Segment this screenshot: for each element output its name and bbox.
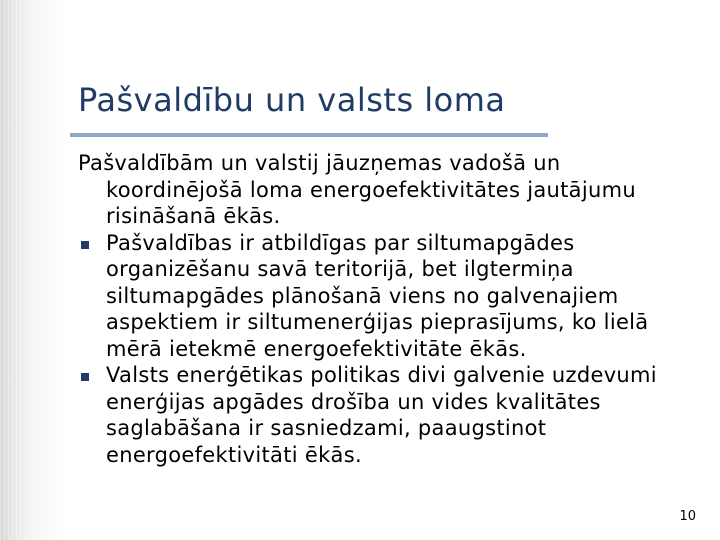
square-bullet-icon <box>81 241 89 249</box>
bullet-item <box>78 230 688 363</box>
slide-body <box>78 150 688 468</box>
bullet-item <box>78 362 688 468</box>
bullet-text: Pašvaldības ir atbildīgas par siltumapgādes organizēšanu savā teritorijā, bet ilgtermiņa siltumapgādes plānošanā viens no galvenajiem aspektiem ir siltumenerģijas pieprasījums, ko lielā mērā ietekmē energoefektivitāte ēkās. <box>106 230 649 361</box>
square-bullet-icon <box>81 373 89 381</box>
bullet-text: Valsts enerģētikas politikas divi galvenie uzdevumi enerģijas apgādes drošība un vides kvalitātes saglabāšana ir sasniedzami, paaugstinot energoefektivitāti ēkās. <box>106 363 657 467</box>
title-underline <box>70 133 548 137</box>
bullet-list <box>78 230 688 469</box>
page-number: 10 <box>679 509 696 524</box>
lead-paragraph: Pašvaldībām un valstij jāuzņemas vadošā un koordinējošā loma energoefektivitātes jautājumu risināšanā ēkās. <box>78 151 636 228</box>
left-gradient-decoration <box>0 0 60 540</box>
slide-title: Pašvaldību un valsts loma <box>78 81 506 119</box>
